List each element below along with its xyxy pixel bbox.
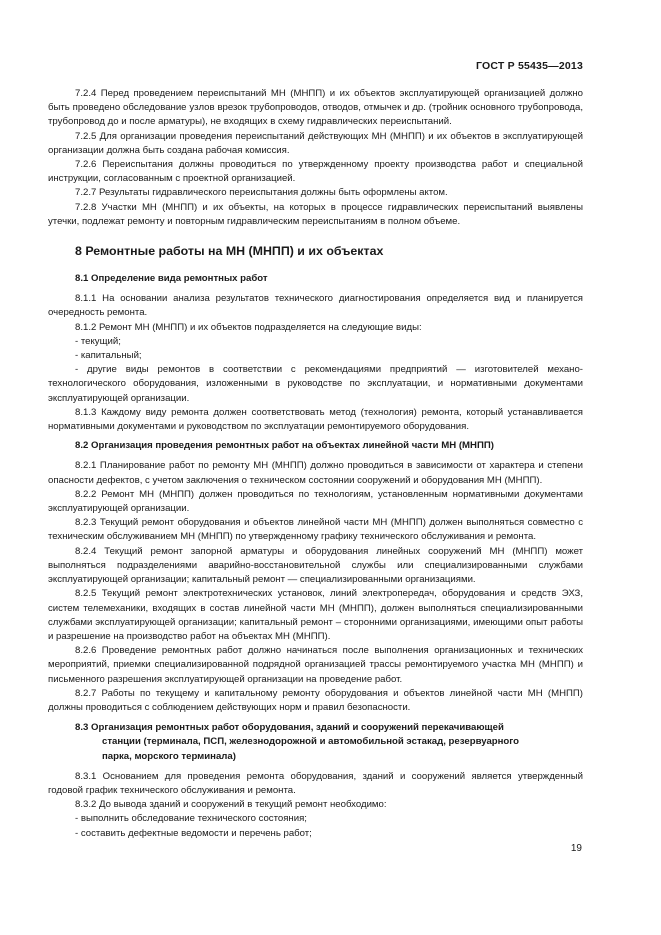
paragraph-7-2-7: 7.2.7 Результаты гидравлического переиспытания должны быть оформлены актом. (75, 187, 448, 199)
page-number: 19 (570, 843, 582, 854)
paragraph-8-2-1: 8.2.1 Планирование работ по ремонту МН (МНПП) должно проводиться в зависимости от характера и степени опасности дефектов, с учетом заключения о техническом состоянии сооружений и оборудования МН (МНПП). (48, 460, 583, 486)
standard-header: ГОСТ Р 55435—2013 (475, 60, 583, 72)
list-item: - выполнить обследование технического состояния; (75, 813, 307, 825)
paragraph-8-2-7: 8.2.7 Работы по текущему и капитальному ремонту оборудования и объектов линейной части МН (МНПП) должны проводиться с соблюдением действующих норм и правил безопасности. (48, 687, 583, 713)
section-8-3-heading-line1: 8.3 Организация ремонтных работ оборудования, зданий и сооружений перекачивающей (75, 722, 504, 734)
list-item: - другие виды ремонтов в соответствии с рекомендациями предприятий — изготовителей механо-технологического оборудования, изложенными в руководстве по эксплуатации, и нормативными документами эксплуатирующей организации. (48, 364, 583, 404)
paragraph-8-1-1: 8.1.1 На основании анализа результатов технического диагностирования определяется вид и планируется очередность ремонта. (48, 293, 583, 319)
paragraph-8-2-4: 8.2.4 Текущий ремонт запорной арматуры и оборудования линейных сооружений МН (МНПП) может выполняться подразделениями аварийно-восстановительной службы или специализированными службами эксплуатирующей организации; капитальный ремонт — специализированными организациями. (48, 545, 583, 586)
paragraph-7-2-6: 7.2.6 Переиспытания должны проводиться по утвержденному проекту производства работ и специальной инструкции, согласованным с проектной организацией. (48, 159, 583, 185)
section-8-3-heading-line3: парка, морского терминала) (102, 750, 236, 762)
list-item: - текущий; (75, 335, 121, 347)
paragraph-8-1-3: 8.1.3 Каждому виду ремонта должен соответствовать метод (технология) ремонта, который устанавливается нормативными документами и руководством по эксплуатации ремонтируемого оборудования. (48, 406, 583, 433)
paragraph-8-3-2: 8.3.2 До вывода зданий и сооружений в текущий ремонт необходимо: (75, 799, 387, 811)
paragraph-8-3-1: 8.3.1 Основанием для проведения ремонта оборудования, зданий и сооружений является утвержденный годовой график технического обслуживания и ремонта. (48, 770, 583, 796)
section-8-1-heading: 8.1 Определение вида ремонтных работ (75, 273, 268, 285)
list-item: - составить дефектные ведомости и перечень работ; (75, 827, 312, 839)
paragraph-8-2-6: 8.2.6 Проведение ремонтных работ должно начинаться после выполнения организационных и технических мероприятий, приемки специализированной подрядной организацией трассы ремонтируемого участка МН (МНПП) и письменного разрешения эксплуатирующей организации на проведение работ. (48, 645, 583, 685)
section-8-heading: 8 Ремонтные работы на МН (МНПП) и их объектах (75, 244, 384, 259)
section-8-3-heading (75, 721, 583, 764)
paragraph-8-2-3: 8.2.3 Текущий ремонт оборудования и объектов линейной части МН (МНПП) должен выполняться совместно с техническим обслуживанием МН (МНПП) по утвержденному графику технического обслуживания и ремонта. (48, 517, 583, 543)
page-content (48, 87, 583, 841)
paragraph-7-2-4: 7.2.4 Перед проведением переиспытаний МН (МНПП) и их объектов эксплуатирующей организацией должно быть проведено обследование узлов врезок трубопроводов, отводов, отмычек и др. (тройник основного трубопровода, трубопровод до и после арматуры), не входящих в схему гидравлических переиспытаний. (48, 88, 583, 128)
paragraph-7-2-8: 7.2.8 Участки МН (МНПП) и их объекты, на которых в процессе гидравлических переиспытаний выявлены утечки, подлежат ремонту и повторным гидравлическим переиспытаниям в полном объеме. (48, 201, 583, 227)
paragraph-7-2-5: 7.2.5 Для организации проведения переиспытаний действующих МН (МНПП) и их объектов в эксплуатирующей организации должна быть создана рабочая комиссия. (48, 130, 583, 156)
section-8-2-heading: 8.2 Организация проведения ремонтных работ на объектах линейной части МН (МНПП) (75, 440, 494, 452)
paragraph-8-1-2: 8.1.2 Ремонт МН (МНПП) и их объектов подразделяется на следующие виды: (75, 321, 422, 333)
paragraph-8-2-5: 8.2.5 Текущий ремонт электротехнических установок, линий электропередач, оборудования и средств ЭХЗ, систем телемеханики, входящих в состав линейной части МН (МНПП), должен выполняться специализированными службами эксплуатирующей организации; капитальный ремонт – сторонними организациями, имеющими опыт работы и разрешение на производство работ на объектах МН (МНПП). (48, 588, 583, 642)
section-8-3-heading-line2: станции (терминала, ПСП, железнодорожной и автомобильной эстакад, резервуарного (102, 736, 520, 748)
list-item: - капитальный; (75, 350, 142, 362)
paragraph-8-2-2: 8.2.2 Ремонт МН (МНПП) должен проводиться по технологиям, установленным нормативными документами эксплуатирующей организации. (48, 488, 583, 515)
